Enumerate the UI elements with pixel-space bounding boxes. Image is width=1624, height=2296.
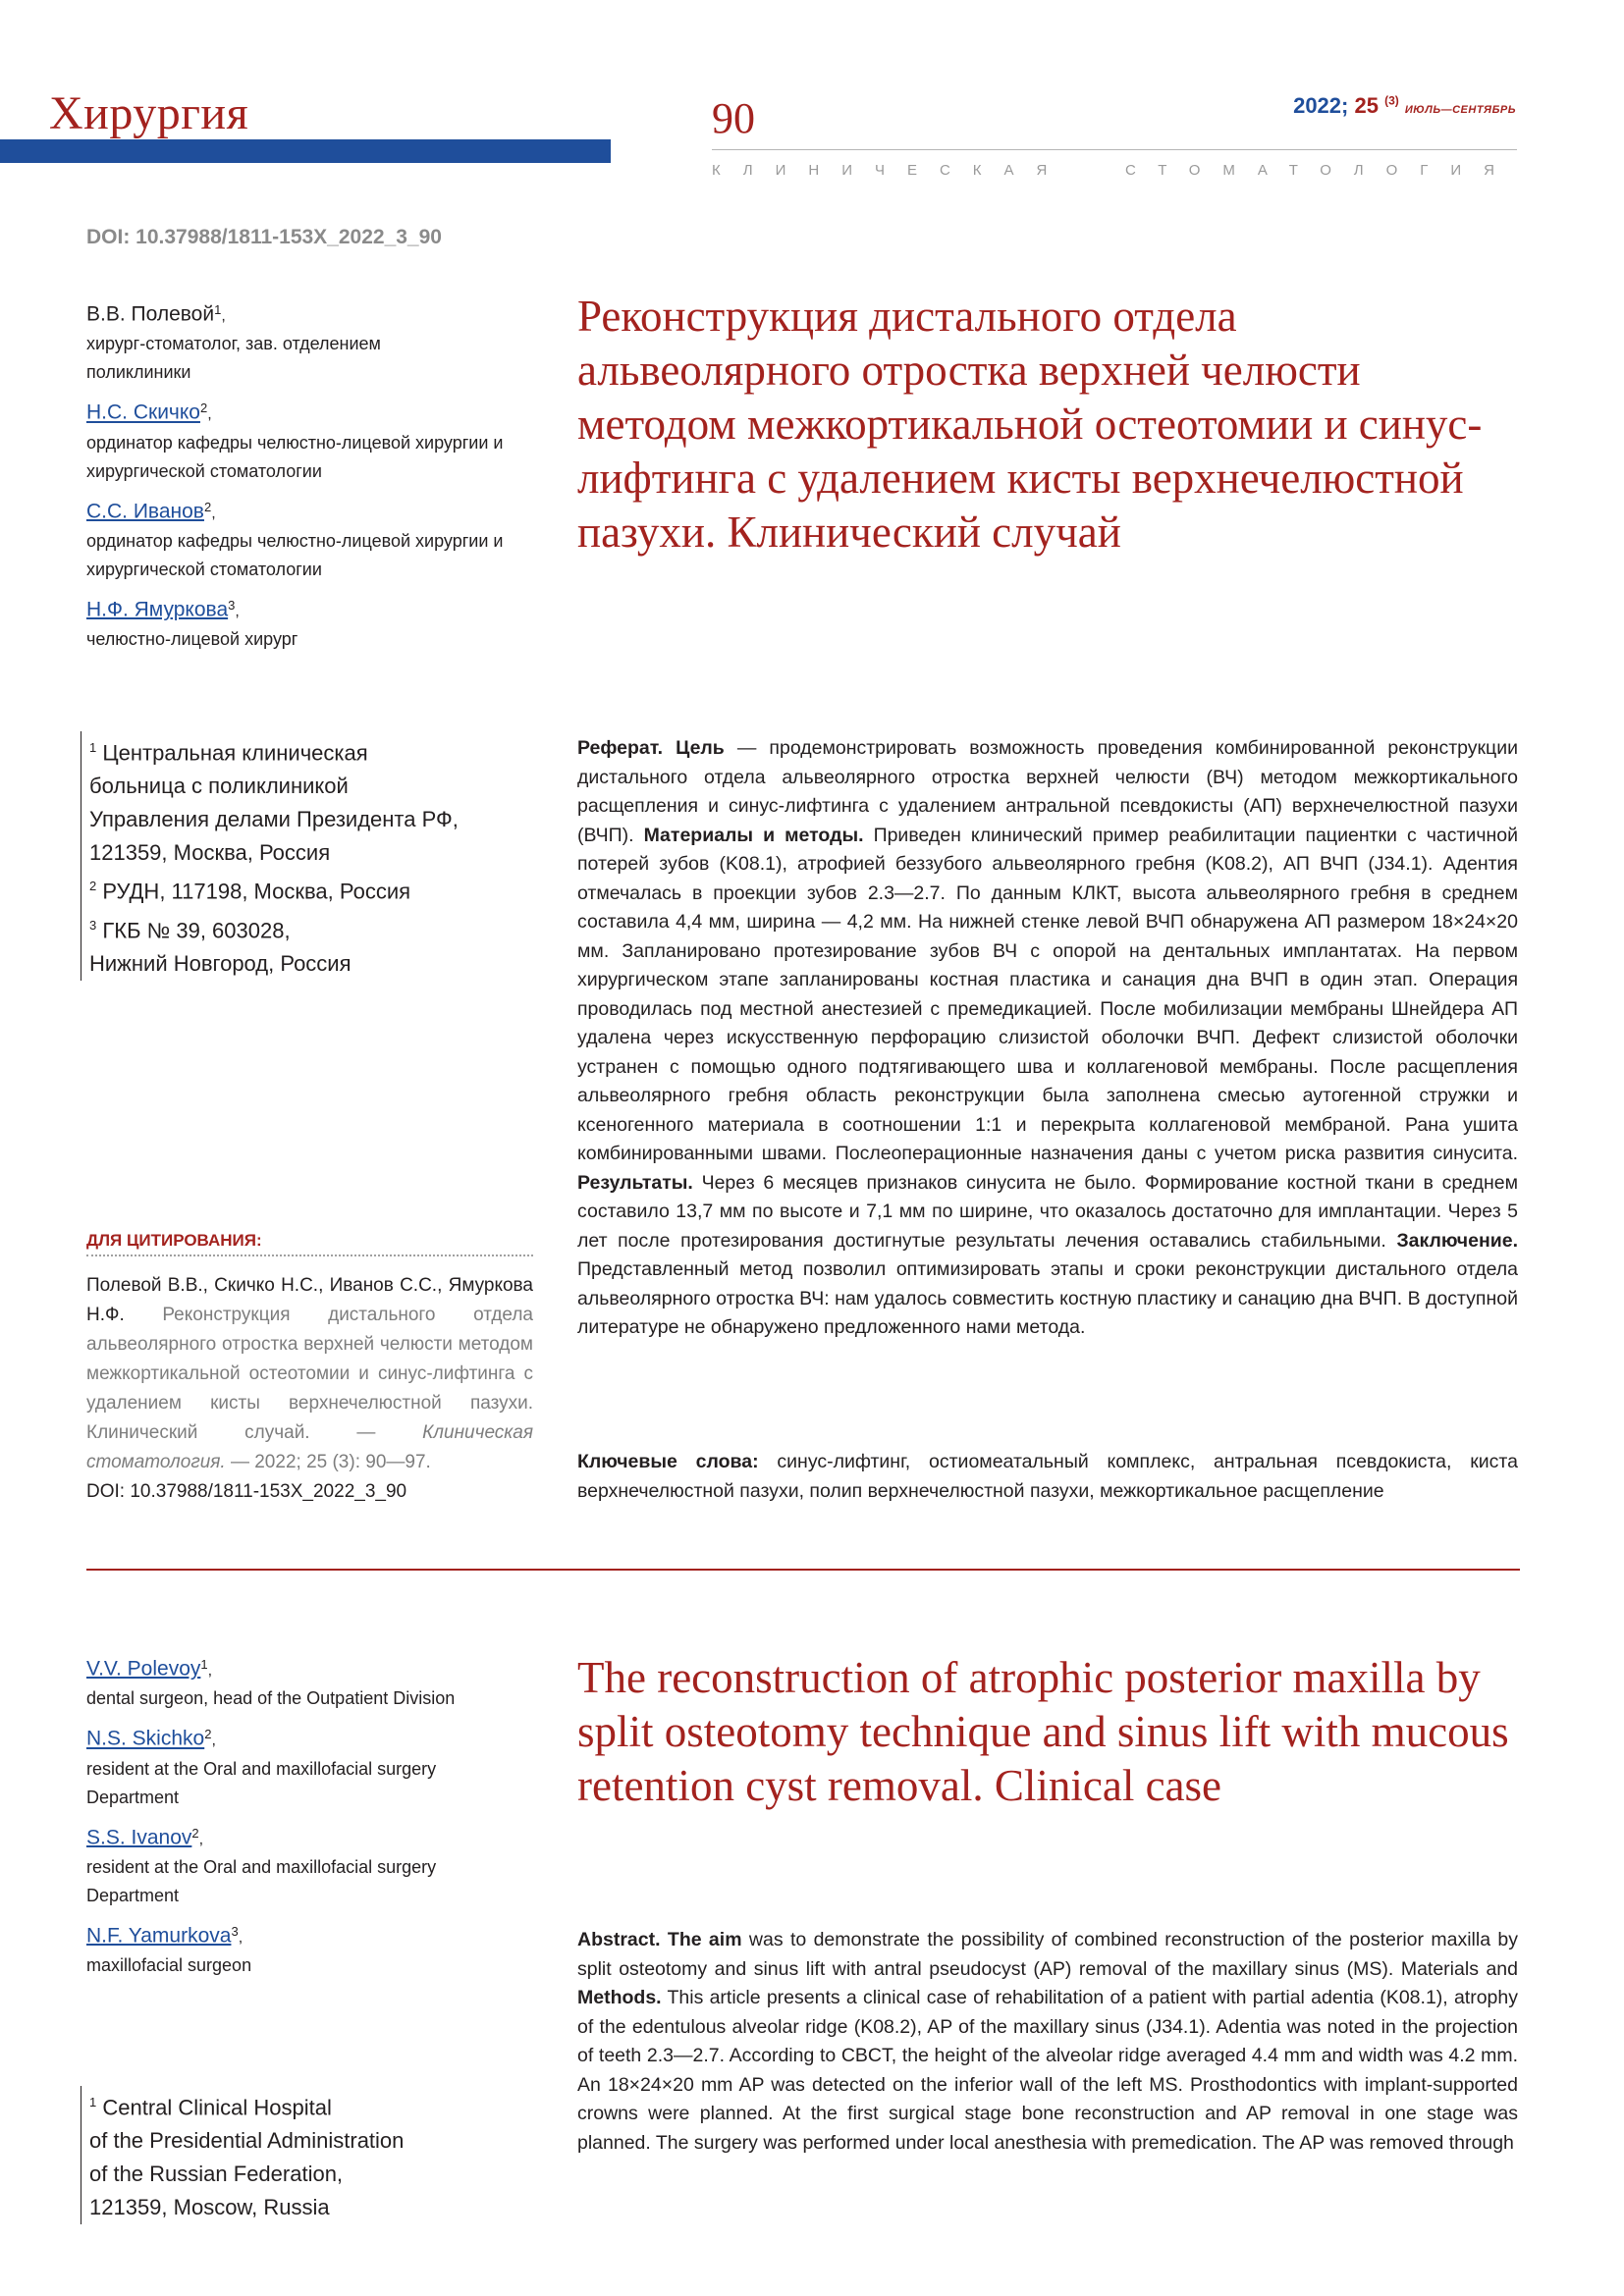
issue-number: (3) xyxy=(1384,93,1399,108)
author: С.С. Иванов$^2$, ординатор кафедры челюстно-лицевой хирургии и хирургической стоматологии xyxy=(86,500,548,584)
issue-month: ИЮЛЬ—СЕНТЯБРЬ xyxy=(1404,104,1516,116)
issue-volume: 25 xyxy=(1354,93,1379,118)
affiliations-en: $^1$ Central Clinical Hospital of the Presidential Administration of the Russian Federation, 121359, Moscow, Russia xyxy=(81,2086,552,2224)
author: Н.С. Скичко$^2$, ординатор кафедры челюстно-лицевой хирургии и хирургической стоматологии xyxy=(86,400,548,485)
author-role: resident at the Oral and maxillofacial surgery Department xyxy=(86,1758,437,1807)
author-role: maxillofacial surgeon xyxy=(86,1955,252,1976)
affiliation: $^3$ ГКБ № 39, 603028, xyxy=(89,917,291,942)
section-name: Хирургия xyxy=(49,87,249,139)
journal-word-1: КЛИНИЧЕСКАЯ xyxy=(712,162,1070,179)
authors-en xyxy=(86,1657,548,1994)
page-number: 90 xyxy=(712,94,755,142)
doi: DOI: 10.37988/1811-153X_2022_3_90 xyxy=(86,226,442,248)
affiliation: $^1$ Central Clinical Hospital xyxy=(89,2095,332,2120)
author-role: resident at the Oral and maxillofacial surgery Department xyxy=(86,1856,437,1905)
article-title-en: The reconstruction of atrophic posterior maxilla by split osteotomy technique and sinus lift with mucous retention cyst removal. Clinical case xyxy=(577,1653,1509,1810)
author-role: ординатор кафедры челюстно-лицевой хирургии и хирургической стоматологии xyxy=(86,432,504,481)
citation-heading: ДЛЯ ЦИТИРОВАНИЯ: xyxy=(86,1231,262,1250)
author: N.S. Skichko$^2$, resident at the Oral and maxillofacial surgery Department xyxy=(86,1727,548,1811)
affiliation: $^1$ Центральная клиническая xyxy=(89,740,368,766)
author-name-link[interactable]: N.F. Yamurkova xyxy=(86,1924,232,1948)
author-name-link[interactable]: С.С. Иванов xyxy=(86,499,204,522)
citation: Полевой В.В., Скичко Н.С., Иванов С.С., Ямуркова Н.Ф. Реконструкция дистального отдела альвеолярного отростка верхней челюсти методом межкортикальной остеотомии и синус-лифтинга с удалением кисты верхнечелюстной пазухи. Клинический случай. — Клиническая стоматология. — 2022; 25 (3): 90—97. DOI: 10.37988/1811-153X_2022_3_90 xyxy=(86,1275,533,1502)
author-role: ординатор кафедры челюстно-лицевой хирургии и хирургической стоматологии xyxy=(86,530,504,579)
citation-doi: DOI: 10.37988/1811-153X_2022_3_90 xyxy=(86,1481,407,1502)
affiliation: $^2$ РУДН, 117198, Москва, Россия xyxy=(89,879,411,904)
abstract-ru: Реферат. Цель — продемонстрировать возможность проведения комбинированной реконструкции дистального отдела альвеолярного отростка верхней челюсти (ВЧ) методом межкортикального расщепления и синус-лифтинга с удалением антральной псевдокисты (АП) верхнечелюстной пазухи (ВЧП). Материалы и методы. Приведен клинический пример реабилитации пациентки с частичной потерей зубов (K08.1), атрофией беззубого альвеолярного гребня (K08.2), АП ВЧП (J34.1). Адентия отмечалась в проекции зубов 2.3—2.7. По данным КЛКТ, высота альвеолярного гребня в среднем составила 4,4 мм, ширина — 4,2 мм. На нижней стенке левой ВЧП обнаружена АП размером 18×24×20 мм. Запланировано протезирование зубов ВЧ с опорой на дентальных имплантатах. На первом хирургическом этапе запланированы костная пластика и санация дна ВЧП в один этап. Операция проводилась под местной анестезией с премедикацией. После мобилизации мембраны Шнейдера АП удалена через искусственную перфорацию слизистой оболочки ВЧП. Дефект слизистой оболочки устранен с помощью одного подтягивающего шва и коллагеновой мембраны. После расщепления альвеолярного гребня область реконструкции была заполнена смесью аутогенной стружки и ксеногенного материала в соотношении 1:1 и перекрыта коллагеновой мембраной. Рана ушита комбинированными швами. Послеоперационные назначения даны с учетом риска развития синусита. Результаты. Через 6 месяцев признаков синусита не было. Формирование костной ткани в среднем составило 13,7 мм по высоте и 7,1 мм по ширине, что оказалось достаточно для имплантации. Через 5 лет после протезирования достигнутые результаты лечения оставались стабильными. Заключение. Представленный метод позволил оптимизировать этапы и сроки реконструкции дистального отдела альвеолярного отростка ВЧ: нам удалось совместить костную пластику и санацию дна ВЧП. В доступной литературе не обнаружено предложенного нами метода. xyxy=(577,737,1518,1338)
author: N.F. Yamurkova$^3$, maxillofacial surgeon xyxy=(86,1924,548,1980)
journal-word-2: СТОМАТОЛОГИЯ xyxy=(1124,162,1517,179)
author-name-link[interactable]: Н.Ф. Ямуркова xyxy=(86,598,229,621)
author-name-link[interactable]: Н.С. Скичко xyxy=(86,400,200,424)
section-color-bar xyxy=(0,139,611,163)
citation-rule xyxy=(86,1255,533,1256)
keywords-ru: Ключевые слова: синус-лифтинг, остиомеатальный комплекс, антральная псевдокиста, киста верхнечелюстной пазухи, полип верхнечелюстной пазухи, межкортикальное расщепление xyxy=(577,1451,1518,1502)
author-name-link[interactable]: V.V. Polevoy xyxy=(86,1657,201,1681)
author-name-link[interactable]: N.S. Skichko xyxy=(86,1727,205,1750)
header-rule xyxy=(712,149,1517,150)
affiliations-ru: $^1$ Центральная клиническая больница с поликлиникой Управления делами Президента РФ, 121359, Москва, Россия $^2$ РУДН, 117198, Москва, Россия $^3$ ГКБ № 39, 603028, Нижний Новгород, Россия xyxy=(81,731,552,981)
author-role: dental surgeon, head of the Outpatient Division xyxy=(86,1688,456,1709)
author: Н.Ф. Ямуркова$^3$, челюстно-лицевой хирург xyxy=(86,598,548,654)
article-title-ru: Реконструкция дистального отдела альвеолярного отростка верхней челюсти методом межкортикальной остеотомии и синус-лифтинга с удалением кисты верхнечелюстной пазухи. Клинический случай xyxy=(577,292,1483,557)
issue-info xyxy=(1293,93,1516,119)
issue-year: 2022; xyxy=(1293,93,1349,118)
section-divider xyxy=(86,1569,1520,1571)
author: S.S. Ivanov$^2$, resident at the Oral and maxillofacial surgery Department xyxy=(86,1826,548,1910)
author-role: челюстно-лицевой хирург xyxy=(86,629,298,650)
author: В.В. Полевой$^1$, хирург-стоматолог, зав. отделением поликлиники xyxy=(86,302,548,387)
author-name: В.В. Полевой xyxy=(86,302,215,326)
author: V.V. Polevoy$^1$, dental surgeon, head of the Outpatient Division xyxy=(86,1657,548,1713)
journal-name xyxy=(712,162,1517,179)
author-role: хирург-стоматолог, зав. отделением поликлиники xyxy=(86,334,381,383)
authors-ru xyxy=(86,302,548,667)
abstract-en: Abstract. The aim was to demonstrate the possibility of combined reconstruction of the posterior maxilla by split osteotomy and sinus lift with antral pseudocyst (AP) removal of the maxillary sinus (MS). Materials and Methods. This article presents a clinical case of rehabilitation of a patient with partial adentia (K08.1), atrophy of the edentulous alveolar ridge (K08.2), AP of the maxillary sinus (J34.1). Adentia was noted in the projection of teeth 2.3—2.7. According to CBCT, the height of the alveolar ridge averaged 4.4 mm and width was 4.2 mm. An 18×24×20 mm AP was detected on the inferior wall of the left MS. Prosthodontics with implant-supported crowns were planned. At the first surgical stage bone reconstruction and AP removal in one stage was planned. The surgery was performed under local anesthesia with premedication. The AP was removed through xyxy=(577,1929,1519,2154)
author-name-link[interactable]: S.S. Ivanov xyxy=(86,1825,192,1848)
